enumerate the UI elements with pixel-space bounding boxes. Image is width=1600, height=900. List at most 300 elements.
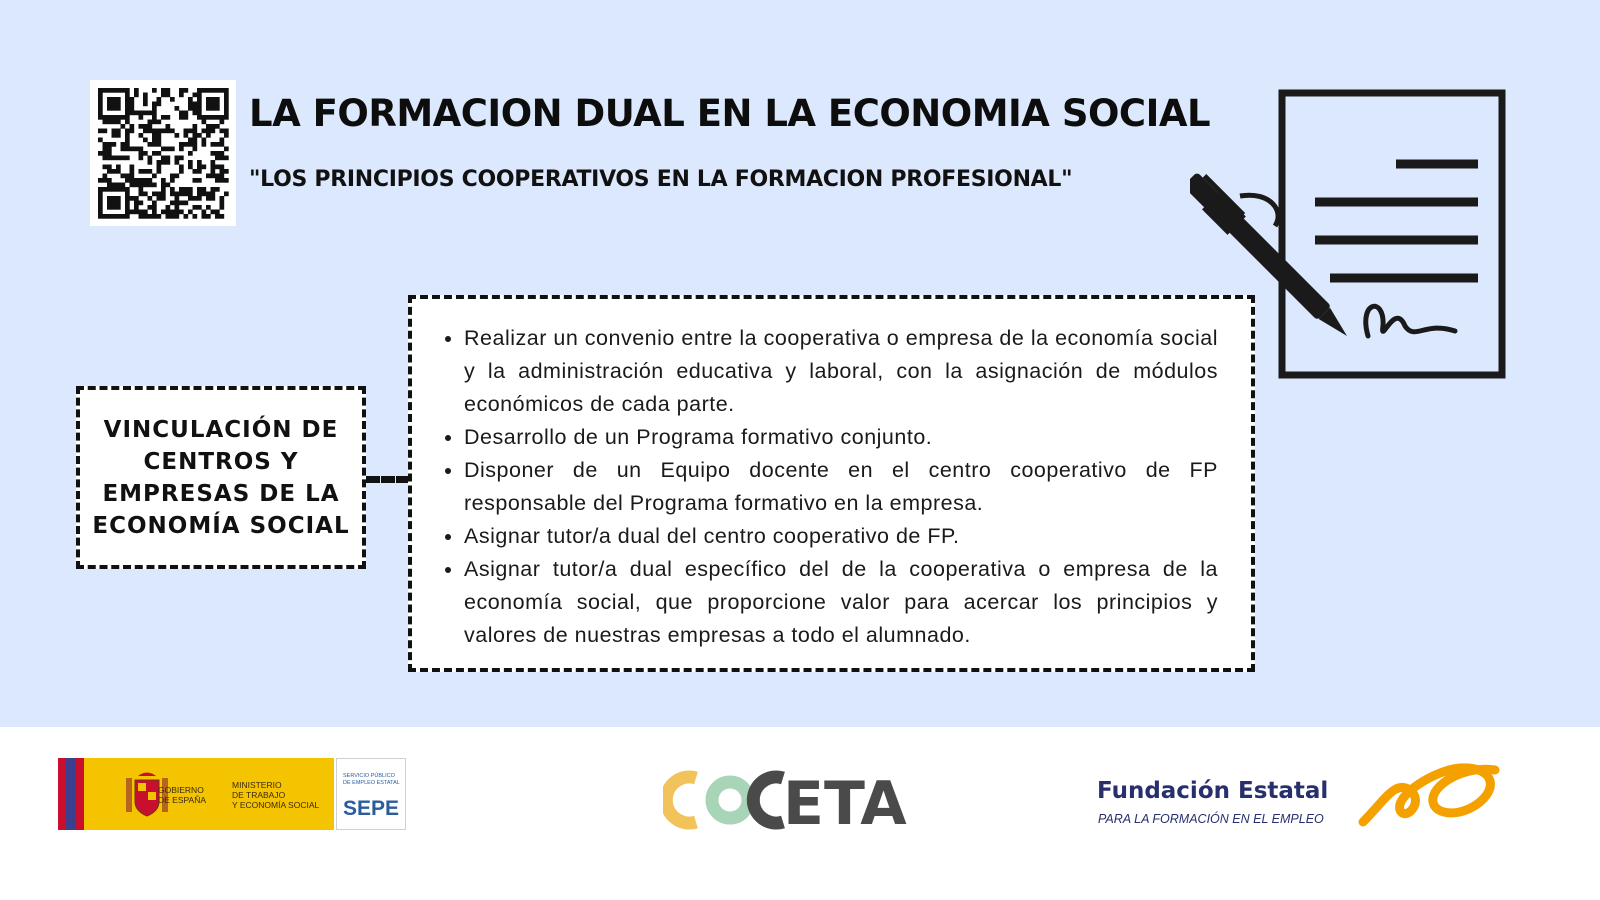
qr-module [116,165,121,170]
qr-module [112,106,117,111]
qr-module [224,102,229,107]
qr-module [184,201,189,206]
qr-module [98,93,103,98]
qr-module [148,183,153,188]
qr-module [197,192,202,197]
qr-module [116,129,121,134]
qr-module [148,156,153,161]
qr-module [220,138,225,143]
qr-module [184,115,189,120]
qr-module [188,187,193,192]
qr-module [103,151,108,156]
qr-module [98,196,103,201]
qr-module [98,201,103,206]
qr-module [202,165,207,170]
qr-module [224,129,229,134]
qr-module [130,165,135,170]
qr-module [116,115,121,120]
qr-module [188,165,193,170]
qr-module [143,111,148,116]
qr-module [152,183,157,188]
qr-module [134,205,139,210]
qr-module [202,192,207,197]
qr-module [148,142,153,147]
qr-module [112,129,117,134]
qr-module [143,169,148,174]
list-item: • Desarrollo de un Programa formativo conjunto. [464,421,1218,454]
qr-module [98,178,103,183]
qr-module [193,147,198,152]
flag-stripe [58,758,84,830]
qr-module [143,214,148,219]
qr-module [215,165,220,170]
qr-module [211,192,216,197]
qr-module [157,169,162,174]
requirements-list [440,322,1218,652]
qr-module [134,88,139,93]
qr-module [211,142,216,147]
qr-module [98,97,103,102]
qr-module [112,88,117,93]
qr-module [107,183,112,188]
qr-module [130,102,135,107]
qr-module [157,214,162,219]
qr-module [175,214,180,219]
qr-module [143,102,148,107]
list-item: • Realizar un convenio entre la cooperativa o empresa de la economía social y la administración educativa y laboral, con la asignación de módulos económicos de cada parte. [464,322,1218,421]
qr-module [148,120,153,125]
qr-module [184,214,189,219]
qr-module [224,106,229,111]
qr-module [148,178,153,183]
qr-module [107,102,112,107]
qr-module [157,192,162,197]
qr-module [98,214,103,219]
qr-module [103,156,108,161]
qr-module [188,142,193,147]
fundacion-subtitle: PARA LA FORMACIÓN EN EL EMPLEO [1098,812,1324,826]
qr-module [134,178,139,183]
qr-module [188,192,193,197]
fundacion-estatal-logo [1097,760,1507,835]
qr-module [107,106,112,111]
qr-module [112,187,117,192]
qr-module [112,120,117,125]
qr-module [166,210,171,215]
qr-module [193,102,198,107]
qr-module [193,93,198,98]
qr-module [130,147,135,152]
qr-module [197,106,202,111]
qr-module [152,115,157,120]
qr-module [157,133,162,138]
qr-module [107,169,112,174]
qr-module [157,160,162,165]
qr-module [152,151,157,156]
connector-line [366,476,410,483]
qr-module [112,115,117,120]
qr-module [166,88,171,93]
qr-module [157,138,162,143]
qr-module [125,178,130,183]
qr-module [215,115,220,120]
qr-module [193,111,198,116]
qr-module [121,187,126,192]
qr-module [193,142,198,147]
qr-module [134,196,139,201]
qr-module [125,138,130,143]
qr-module [197,88,202,93]
qr-module [139,169,144,174]
qr-module [188,196,193,201]
qr-module [103,165,108,170]
requirements-box [408,295,1255,672]
qr-module [170,187,175,192]
qr-module [125,97,130,102]
qr-module [107,115,112,120]
qr-module [166,93,171,98]
qr-module [107,88,112,93]
qr-module [112,133,117,138]
qr-module [170,129,175,134]
qr-module [98,88,103,93]
qr-module [112,214,117,219]
qr-module [161,178,166,183]
qr-module [130,97,135,102]
qr-module [157,151,162,156]
qr-module [188,102,193,107]
qr-module [116,120,121,125]
qr-module [188,97,193,102]
qr-module [215,151,220,156]
page-title: LA FORMACION DUAL EN LA ECONOMIA SOCIAL [249,92,1211,135]
qr-module [161,93,166,98]
qr-module [107,178,112,183]
qr-module [211,88,216,93]
qr-module [139,115,144,120]
qr-module [202,210,207,215]
list-item: • Asignar tutor/a dual del centro cooperativo de FP. [464,520,1218,553]
qr-module [215,210,220,215]
qr-module [107,201,112,206]
qr-module [103,174,108,179]
qr-module [166,214,171,219]
qr-module [152,201,157,206]
qr-module [166,129,171,134]
qr-module [139,178,144,183]
qr-module [125,93,130,98]
qr-module [175,106,180,111]
qr-module [193,178,198,183]
fundacion-name: Fundación Estatal [1097,778,1329,804]
qr-module [197,205,202,210]
qr-module [152,205,157,210]
qr-module [197,160,202,165]
qr-module [121,147,126,152]
qr-module [130,183,135,188]
qr-module [116,183,121,188]
qr-module [107,156,112,161]
qr-module [161,156,166,161]
qr-module [152,102,157,107]
qr-module [121,124,126,129]
qr-module [98,106,103,111]
qr-module [112,183,117,188]
qr-module [188,210,193,215]
qr-module [224,156,229,161]
qr-module [215,142,220,147]
qr-module [112,156,117,161]
qr-module [103,214,108,219]
qr-module [220,156,225,161]
qr-module [197,115,202,120]
qr-module [148,205,153,210]
qr-module [116,169,121,174]
qr-module [175,201,180,206]
qr-module [143,138,148,143]
qr-module [184,187,189,192]
qr-module [116,214,121,219]
qr-module [139,156,144,161]
qr-module [211,151,216,156]
qr-module [197,196,202,201]
qr-module [125,106,130,111]
qr-module [193,138,198,143]
qr-module [197,178,202,183]
qr-module [148,196,153,201]
qr-module [157,196,162,201]
qr-module [215,106,220,111]
qr-module [152,106,157,111]
qr-module [175,196,180,201]
qr-module [224,133,229,138]
qr-module [161,210,166,215]
qr-module [202,214,207,219]
qr-module [211,174,216,179]
qr-module [224,147,229,152]
qr-module [170,210,175,215]
qr-module [206,102,211,107]
qr-module [211,160,216,165]
qr-module [215,102,220,107]
qr-module [166,183,171,188]
qr-module [202,142,207,147]
gobierno-espana-logo [58,758,406,830]
qr-module [121,88,126,93]
qr-module [152,174,157,179]
qr-module [202,115,207,120]
qr-module [220,201,225,206]
qr-module [215,97,220,102]
qr-module [220,151,225,156]
qr-module [211,102,216,107]
qr-module [206,133,211,138]
qr-module [220,174,225,179]
qr-module [121,183,126,188]
qr-module [211,187,216,192]
qr-module [166,156,171,161]
qr-module [202,187,207,192]
qr-module [116,196,121,201]
qr-module [157,142,162,147]
list-item: • Asignar tutor/a dual específico del de la cooperativa o empresa de la economía social, que proporcione valor para acercar los principios y valores de nuestras empresas a todo el alumnado. [464,553,1218,652]
qr-module [152,88,157,93]
qr-module [98,138,103,143]
qr-module [139,124,144,129]
qr-module [202,88,207,93]
qr-module [112,97,117,102]
qr-module [175,133,180,138]
qr-module [206,192,211,197]
qr-module [125,196,130,201]
qr-module [139,147,144,152]
qr-module [152,111,157,116]
qr-module [98,210,103,215]
qr-module [193,196,198,201]
sepe-caption: SERVICIO PÚBLICO DE EMPLEO ESTATAL [343,773,400,786]
qr-module [211,169,216,174]
qr-module [98,102,103,107]
qr-module [188,138,193,143]
qr-module [170,201,175,206]
qr-module [175,192,180,197]
qr-module [211,115,216,120]
qr-module [112,201,117,206]
qr-module [139,187,144,192]
qr-module [179,169,184,174]
qr-module [125,102,130,107]
qr-module [152,138,157,143]
qr-module [143,210,148,215]
qr-module [211,129,216,134]
qr-module [134,201,139,206]
qr-module [170,147,175,152]
qr-module [175,174,180,179]
qr-module [116,133,121,138]
qr-module [125,156,130,161]
qr-module [112,102,117,107]
qr-module [116,88,121,93]
qr-module [143,151,148,156]
qr-module [193,124,198,129]
qr-module [211,97,216,102]
qr-module [170,174,175,179]
qr-module [107,151,112,156]
qr-module [179,210,184,215]
qr-module [121,115,126,120]
qr-module [107,214,112,219]
qr-module [193,205,198,210]
qr-module [125,88,130,93]
qr-module [139,210,144,215]
qr-module [206,97,211,102]
qr-module [125,142,130,147]
qr-module [157,165,162,170]
qr-module [143,192,148,197]
qr-module [175,160,180,165]
qr-module [143,93,148,98]
qr-module [125,120,130,125]
qr-module [215,124,220,129]
qr-module [112,196,117,201]
qr-module [188,151,193,156]
qr-module [175,210,180,215]
qr-module [184,88,189,93]
qr-module [170,97,175,102]
qr-module [139,183,144,188]
qr-module [184,133,189,138]
qr-module [184,111,189,116]
qr-module [116,156,121,161]
qr-module [143,97,148,102]
qr-module [197,93,202,98]
qr-module [179,156,184,161]
qr-module [166,124,171,129]
qr-module [116,201,121,206]
qr-module [197,97,202,102]
sepe-logo [336,758,406,830]
qr-module [188,129,193,134]
qr-module [143,129,148,134]
qr-module [206,174,211,179]
qr-module [193,106,198,111]
gobierno-label: GOBIERNO DE ESPAÑA [158,785,207,805]
qr-module [107,147,112,152]
qr-code-icon [90,80,236,226]
qr-module [103,120,108,125]
qr-module [197,169,202,174]
qr-module [206,124,211,129]
qr-module [197,111,202,116]
qr-module [103,142,108,147]
qr-module [125,115,130,120]
qr-module [161,88,166,93]
qr-module [130,210,135,215]
qr-module [211,165,216,170]
qr-module [224,88,229,93]
qr-module [202,129,207,134]
qr-module [224,192,229,197]
qr-module [166,115,171,120]
qr-module [103,187,108,192]
qr-module [125,187,130,192]
qr-module [179,115,184,120]
qr-module [193,214,198,219]
qr-module [166,147,171,152]
qr-module [152,142,157,147]
qr-module [130,178,135,183]
qr-module [184,142,189,147]
qr-module [179,165,184,170]
qr-module [161,129,166,134]
qr-module [224,178,229,183]
qr-module [179,147,184,152]
qr-module [188,106,193,111]
qr-module [98,192,103,197]
qr-module [107,196,112,201]
qr-module [148,160,153,165]
fundacion-mark-icon [1355,760,1505,830]
qr-module [148,214,153,219]
qr-module [193,169,198,174]
svg-text:ETA: ETA [783,770,907,830]
qr-module [206,115,211,120]
qr-module [143,178,148,183]
qr-module [179,201,184,206]
qr-module [116,97,121,102]
qr-module [130,196,135,201]
qr-module [130,129,135,134]
